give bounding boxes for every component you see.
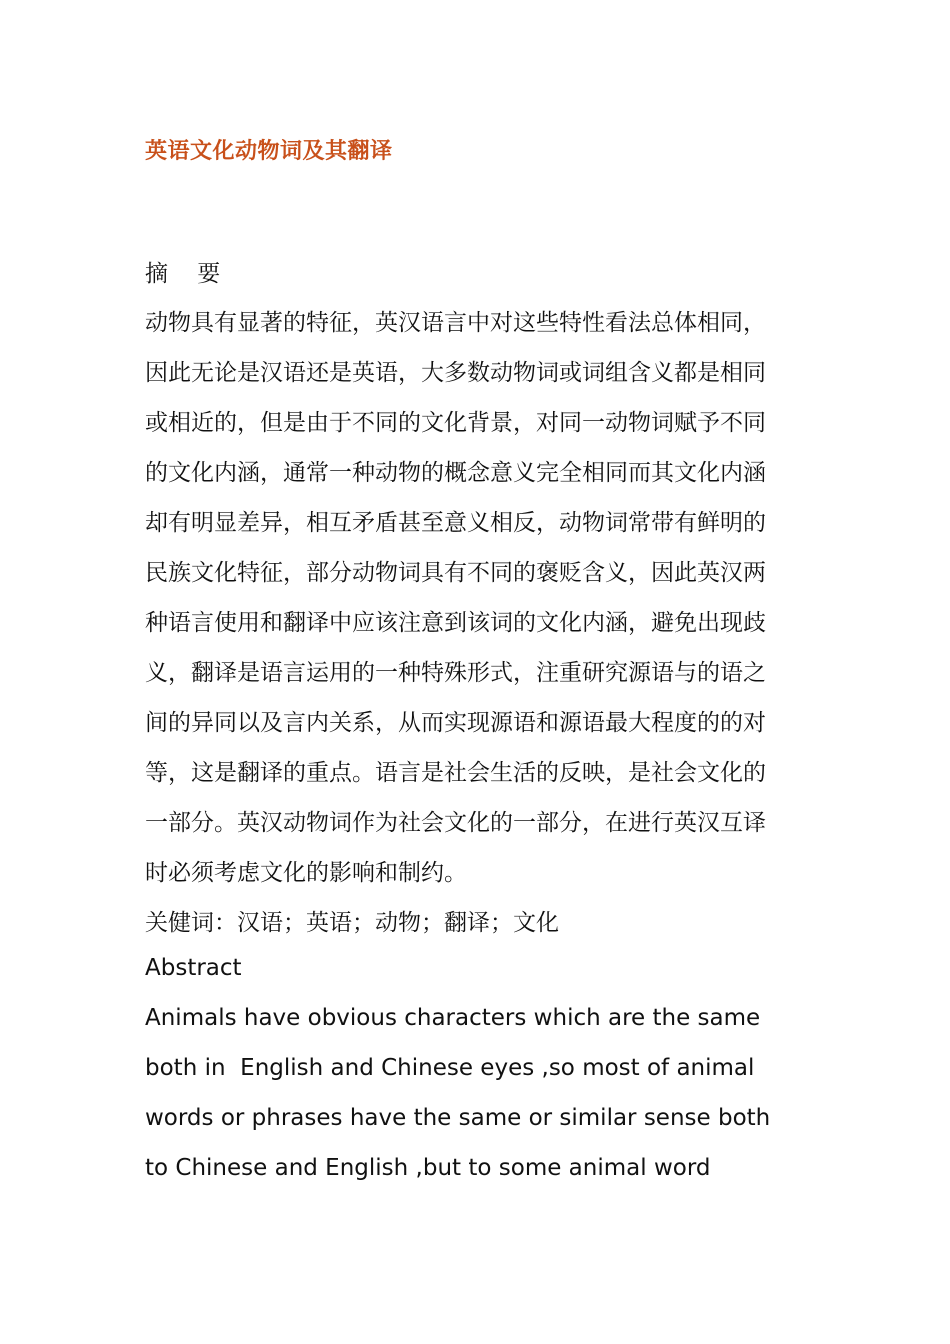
abstract-cn-line: 却有明显差异，相互矛盾甚至意义相反，动物词常带有鲜明的 — [145, 510, 766, 536]
abstract-cn-line: 因此无论是汉语还是英语，大多数动物词或词组含义都是相同 — [145, 360, 766, 386]
keywords-line: 关健词：汉语；英语；动物；翻译；文化 — [145, 910, 559, 936]
abstract-heading-cn: 摘 要 — [145, 261, 221, 287]
abstract-cn-line: 的文化内涵，通常一种动物的概念意义完全相同而其文化内涵 — [145, 460, 766, 486]
abstract-cn-line: 义，翻译是语言运用的一种特殊形式，注重研究源语与的语之 — [145, 660, 766, 686]
abstract-cn-line: 或相近的，但是由于不同的文化背景，对同一动物词赋予不同 — [145, 410, 766, 436]
abstract-heading-en: Abstract — [145, 955, 242, 981]
abstract-body-cn — [145, 298, 795, 948]
abstract-cn-line: 民族文化特征，部分动物词具有不同的褒贬含义，因此英汉两 — [145, 560, 766, 586]
abstract-cn-line: 一部分。英汉动物词作为社会文化的一部分，在进行英汉互译 — [145, 810, 766, 836]
abstract-en-line: Animals have obvious characters which are the same — [145, 1005, 761, 1031]
document-title: 英语文化动物词及其翻译 — [145, 138, 393, 164]
abstract-cn-line: 动物具有显著的特征，英汉语言中对这些特性看法总体相同， — [145, 310, 766, 336]
abstract-cn-line: 种语言使用和翻译中应该注意到该词的文化内涵，避免出现歧 — [145, 610, 766, 636]
abstract-en-line: to Chinese and English ,but to some animal word — [145, 1155, 711, 1181]
abstract-body-en — [145, 993, 805, 1193]
abstract-en-line: words or phrases have the same or similar sense both — [145, 1105, 771, 1131]
abstract-cn-line: 间的异同以及言内关系，从而实现源语和源语最大程度的的对 — [145, 710, 766, 736]
abstract-cn-line: 等，这是翻译的重点。语言是社会生活的反映，是社会文化的 — [145, 760, 766, 786]
abstract-en-line: both in English and Chinese eyes ,so most of animal — [145, 1055, 755, 1081]
abstract-cn-line: 时必须考虑文化的影响和制约。 — [145, 860, 467, 886]
